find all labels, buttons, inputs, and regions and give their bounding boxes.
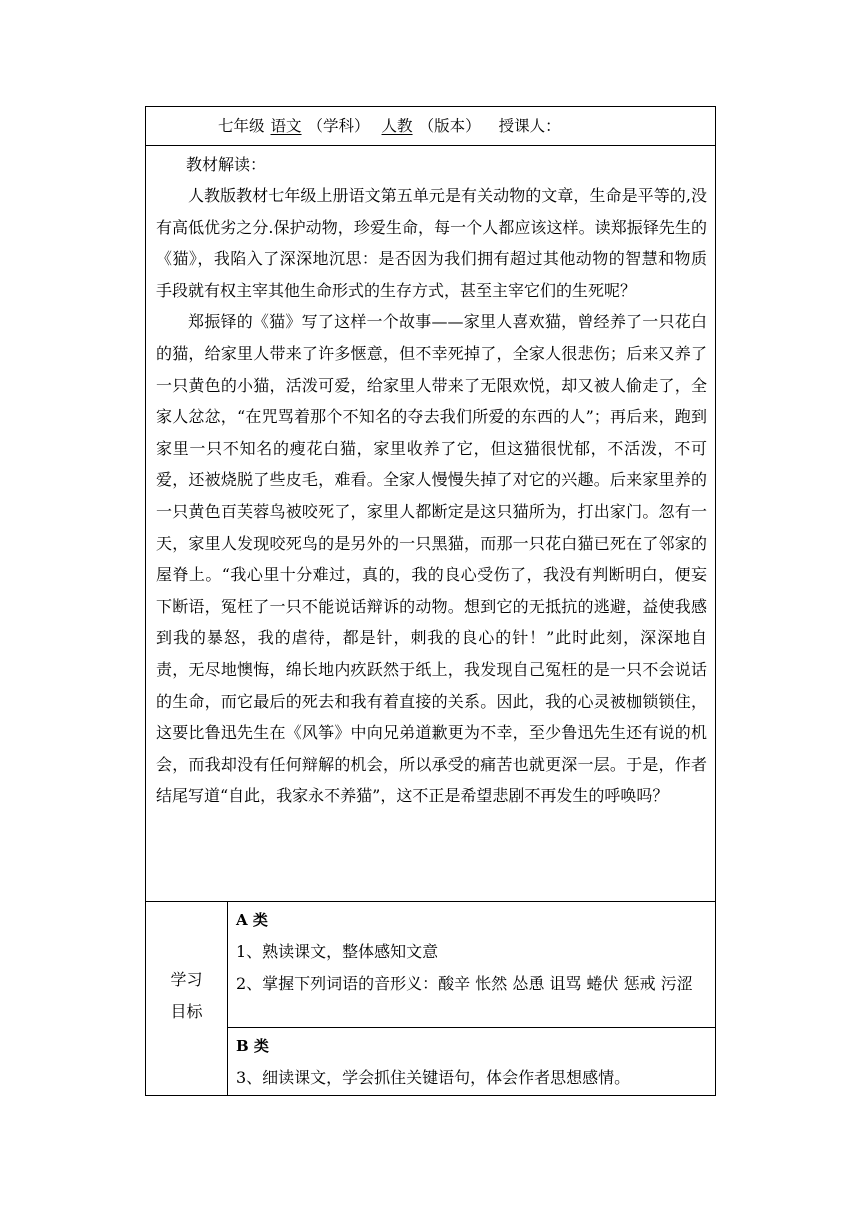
objectives-label-cell [146, 902, 228, 1095]
category-a-block [228, 902, 715, 1028]
category-b-block [228, 1028, 715, 1095]
grade-text: 七年级 [218, 117, 265, 135]
objectives-content-cell [228, 902, 715, 1095]
objectives-label-line2: 目标 [170, 1001, 203, 1021]
category-b-heading: B 类 [236, 1037, 269, 1055]
edition-field: 人教 [381, 117, 413, 135]
edition-label: （版本） [418, 117, 481, 135]
objective-item: 2、掌握下列词语的音形义：酸辛 怅然 怂恿 诅骂 蜷伏 惩戒 污涩 [236, 974, 693, 993]
objective-item: 3、细读课文，学会抓住关键语句，体会作者思想感情。 [236, 1068, 631, 1087]
teacher-label: 授课人： [498, 117, 561, 135]
learning-objectives-row [146, 902, 715, 1095]
subject-label: （学科） [307, 117, 370, 135]
lesson-plan-table [145, 106, 716, 1096]
objective-item: 1、熟读课文，整体感知文意 [236, 942, 439, 961]
lesson-header [146, 107, 715, 146]
reading-paragraph-1: 人教版教材七年级上册语文第五单元是有关动物的文章，生命是平等的,没有高低优劣之分.保护动物，珍爱生命，每一个人都应该这样。读郑振铎先生的《猫》，我陷入了深深地沉思：是否因为我们拥有超过其他动物的智慧和物质手段就有权主宰其他生命形式的生存方式，甚至主宰它们的生死呢？ [156, 186, 707, 300]
reading-title: 教材解读： [186, 155, 267, 174]
objectives-label-line1: 学习 [170, 969, 203, 989]
subject-field: 语文 [270, 117, 302, 135]
textbook-reading-section [146, 146, 715, 902]
category-a-heading: A 类 [236, 911, 268, 929]
reading-paragraph-2: 郑振铎的《猫》写了这样一个故事——家里人喜欢猫，曾经养了一只花白的猫，给家里人带来了许多惬意，但不幸死掉了，全家人很悲伤；后来又养了一只黄色的小猫，活泼可爱，给家里人带来了无限欢悦，却又被人偷走了，全家人忿忿，“在咒骂着那个不知名的夺去我们所爱的东西的人”；再后来，跑到家里一只不知名的瘦花白猫，家里收养了它，但这猫很忧郁，不活泼，不可爱，还被烧脱了些皮毛，难看。全家人慢慢失掉了对它的兴趣。后来家里养的一只黄色百芙蓉鸟被咬死了，家里人都断定是这只猫所为，打出家门。忽有一天，家里人发现咬死鸟的是另外的一只黑猫，而那一只花白猫已死在了邻家的屋脊上。“我心里十分难过，真的，我的良心受伤了，我没有判断明白，便妄下断语，冤枉了一只不能说话辩诉的动物。想到它的无抵抗的逃避，益使我感到我的暴怒，我的虐待，都是针，刺我的良心的针！”此时此刻，深深地自责，无尽地懊悔，绵长地内疚跃然于纸上，我发现自己冤枉的是一只不会说话的生命，而它最后的死去和我有着直接的关系。因此，我的心灵被枷锁锁住，这要比鲁迅先生在《风筝》中向兄弟道歉更为不幸，至少鲁迅先生还有说的机会，而我却没有任何辩解的机会，所以承受的痛苦也就更深一层。于是，作者结尾写道“自此，我家永不养猫”，这不正是希望悲剧不再发生的呼唤吗？ [156, 312, 707, 806]
